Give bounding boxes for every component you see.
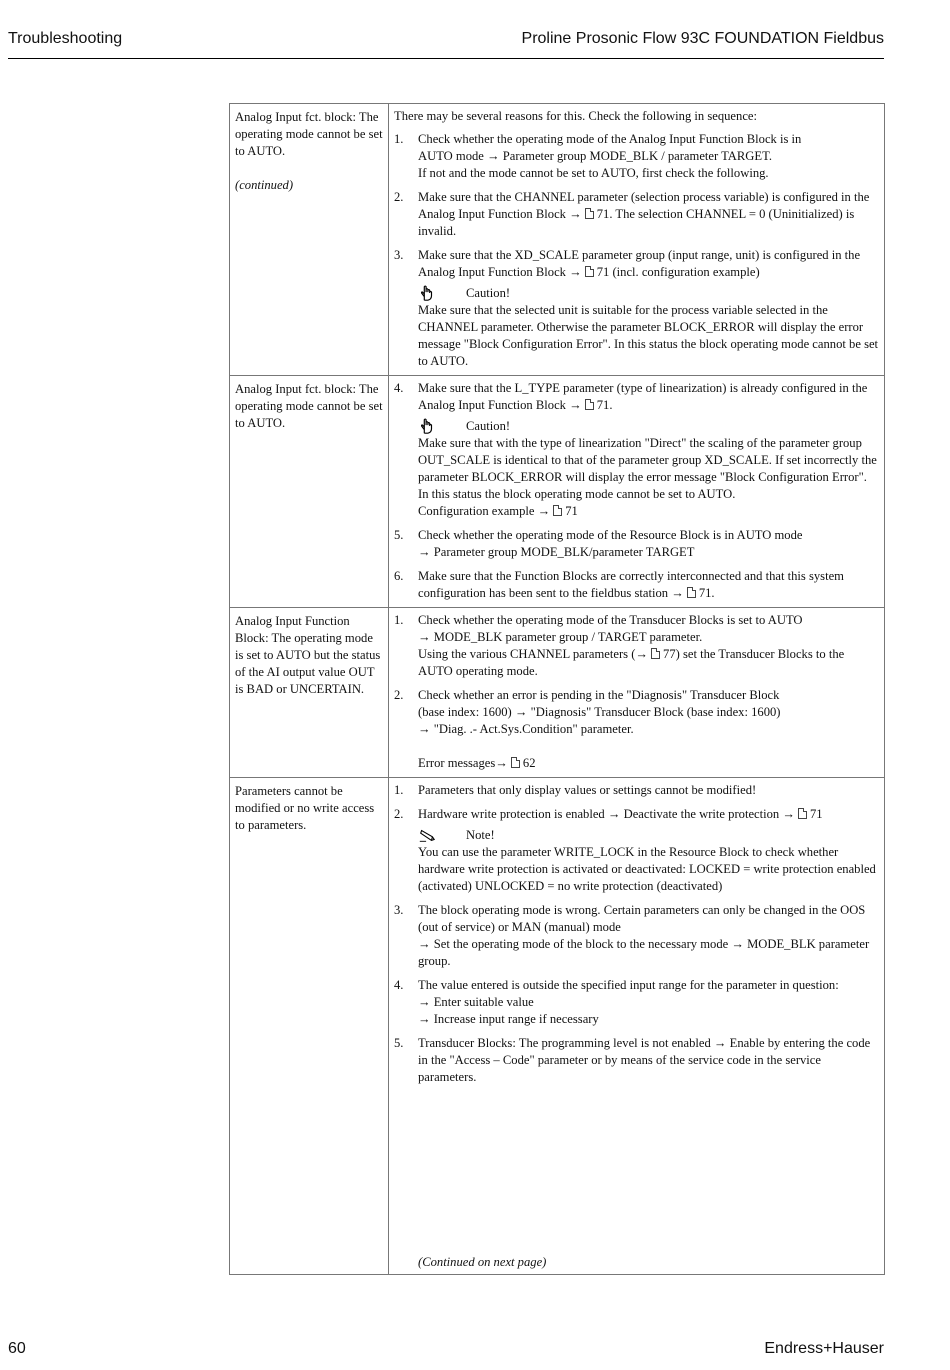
step-line: Check whether the operating mode of the Analog Input Function Block is in bbox=[418, 132, 802, 146]
step-text: Make sure that the CHANNEL parameter (selection process variable) is configured in the Analog Input Function Block → bbox=[418, 190, 870, 221]
caution-heading bbox=[418, 284, 879, 302]
step-text: Parameters that only display values or settings cannot be modified! bbox=[418, 783, 757, 797]
step-text: 71. The selection CHANNEL = 0 (Uninitialized) is invalid. bbox=[418, 207, 855, 238]
table-row bbox=[230, 104, 885, 376]
page-reference-icon bbox=[687, 587, 696, 598]
step-line: Check whether the operating mode of the Transducer Blocks is set to AUTO bbox=[418, 613, 803, 627]
problem-cell bbox=[230, 608, 389, 778]
step-line: (base index: 1600) → "Diagnosis" Transducer Block (base index: 1600) bbox=[418, 705, 781, 719]
error-messages-text: Error messages→ bbox=[418, 756, 508, 770]
step-item bbox=[394, 527, 879, 561]
note-text: You can use the parameter WRITE_LOCK in the Resource Block to check whether hardware write protection is activated or deactivated: LOCKED = write protection enabled (activated) UNLOCKED = no write protection (deactivated) bbox=[418, 845, 876, 893]
pencil-note-icon bbox=[418, 826, 436, 844]
step-line: If not and the mode cannot be set to AUTO, first check the following. bbox=[418, 166, 769, 180]
note-title: Note! bbox=[466, 827, 495, 842]
problem-text: Analog Input fct. block: The operating mode cannot be set to AUTO. bbox=[235, 382, 383, 430]
step-line: → "Diag. .- Act.Sys.Condition" parameter. bbox=[418, 722, 634, 736]
step-number: 1. bbox=[394, 132, 404, 146]
step-text: Make sure that the XD_SCALE parameter group (input range, unit) is configured in the Analog Input Function Block → bbox=[418, 248, 861, 279]
step-item bbox=[394, 612, 879, 680]
table-row bbox=[230, 608, 885, 778]
step-item bbox=[394, 568, 879, 602]
step-text: 71 bbox=[809, 807, 823, 821]
step-number: 2. bbox=[394, 688, 404, 702]
step-text: Hardware write protection is enabled → Deactivate the write protection → bbox=[418, 807, 795, 821]
table-row bbox=[230, 778, 885, 1275]
page-reference-icon bbox=[798, 808, 807, 819]
remedy-cell bbox=[389, 778, 885, 1275]
continued-label: (continued) bbox=[235, 178, 294, 192]
step-number: 1. bbox=[394, 613, 404, 627]
step-item bbox=[394, 902, 879, 970]
step-line: AUTO mode → Parameter group MODE_BLK / parameter TARGET. bbox=[418, 149, 772, 163]
step-line: Check whether an error is pending in the "Diagnosis" Transducer Block bbox=[418, 688, 780, 702]
step-line: Check whether the operating mode of the Resource Block is in AUTO mode bbox=[418, 528, 803, 542]
problem-cell bbox=[230, 104, 389, 376]
continued-next-page: (Continued on next page) bbox=[418, 1255, 547, 1269]
table-row bbox=[230, 376, 885, 608]
step-line: → MODE_BLK parameter group / TARGET parameter. bbox=[418, 630, 703, 644]
note-heading bbox=[418, 826, 879, 844]
config-text: 71 bbox=[565, 504, 578, 518]
step-number: 5. bbox=[394, 528, 404, 542]
brand-name: Endress+Hauser bbox=[764, 1340, 884, 1357]
hand-caution-icon bbox=[418, 417, 436, 435]
error-messages-text: 62 bbox=[522, 756, 536, 770]
step-item bbox=[394, 131, 879, 182]
step-item bbox=[394, 687, 879, 772]
problem-text: Analog Input fct. block: The operating mode cannot be set to AUTO. bbox=[235, 110, 383, 158]
step-text: Using the various CHANNEL parameters (→ bbox=[418, 647, 649, 661]
step-item bbox=[394, 806, 879, 895]
step-text: Transducer Blocks: The programming level is not enabled → Enable by entering the code in the "Access – Code" parameter or by means of the service code in the service parameters. bbox=[418, 1036, 871, 1084]
step-item bbox=[394, 380, 879, 520]
step-line: The block operating mode is wrong. Certain parameters can only be changed in the OOS (out of service) or MAN (manual) mode bbox=[418, 903, 866, 934]
page-reference-icon bbox=[511, 757, 520, 768]
step-text: Make sure that the Function Blocks are correctly interconnected and that this system configuration has been sent to the fieldbus station → bbox=[418, 569, 844, 600]
step-item bbox=[394, 977, 879, 1028]
step-number: 1. bbox=[394, 783, 404, 797]
header-section-title: Troubleshooting bbox=[8, 30, 123, 47]
step-number: 2. bbox=[394, 807, 404, 821]
step-number: 4. bbox=[394, 978, 404, 992]
step-number: 6. bbox=[394, 569, 404, 583]
step-text: 71. bbox=[596, 398, 613, 412]
step-line: → Set the operating mode of the block to the necessary mode → MODE_BLK parameter group. bbox=[418, 937, 870, 968]
caution-title: Caution! bbox=[466, 285, 511, 300]
remedy-cell bbox=[389, 608, 885, 778]
step-item bbox=[394, 782, 879, 799]
step-text: 71 (incl. configuration example) bbox=[596, 265, 760, 279]
header-document-title: Proline Prosonic Flow 93C FOUNDATION Fieldbus bbox=[521, 30, 884, 47]
page-reference-icon bbox=[585, 399, 594, 410]
step-line: The value entered is outside the specified input range for the parameter in question: bbox=[418, 978, 839, 992]
remedy-cell bbox=[389, 104, 885, 376]
step-text: 71. bbox=[698, 586, 715, 600]
step-text: 77) set the Transducer Blocks to the AUTO operating mode. bbox=[418, 647, 845, 678]
caution-title: Caution! bbox=[466, 418, 511, 433]
problem-cell bbox=[230, 376, 389, 608]
config-text: Configuration example → bbox=[418, 504, 551, 518]
caution-heading bbox=[418, 417, 879, 435]
step-number: 3. bbox=[394, 248, 404, 262]
page-reference-icon bbox=[585, 208, 594, 219]
step-number: 2. bbox=[394, 190, 404, 204]
caution-text: Make sure that the selected unit is suitable for the process variable selected in the CHANNEL parameter. Otherwise the parameter BLOCK_ERROR will display the error message "Block Configuration Error". In this status the block operating mode cannot be set to AUTO. bbox=[418, 303, 879, 368]
step-item bbox=[394, 189, 879, 240]
caution-text: Make sure that with the type of linearization "Direct" the scaling of the parameter group OUT_SCALE is identical to that of the parameter group XD_SCALE. If set incorrectly the parameter BLOCK_ERROR will display the error message "Block Configuration Error". In this status the block operating mode cannot be set to AUTO. bbox=[418, 436, 877, 501]
troubleshooting-table bbox=[229, 103, 885, 1275]
step-number: 4. bbox=[394, 381, 404, 395]
problem-text: Parameters cannot be modified or no write access to parameters. bbox=[235, 784, 375, 832]
intro-text: There may be several reasons for this. Check the following in sequence: bbox=[394, 109, 757, 123]
problem-cell bbox=[230, 778, 389, 1275]
header-rule bbox=[8, 58, 884, 59]
step-number: 5. bbox=[394, 1036, 404, 1050]
page-reference-icon bbox=[651, 648, 660, 659]
step-line: → Increase input range if necessary bbox=[418, 1012, 599, 1026]
step-line: → Enter suitable value bbox=[418, 995, 534, 1009]
page-reference-icon bbox=[553, 505, 562, 516]
page-number: 60 bbox=[8, 1340, 26, 1357]
step-item bbox=[394, 1035, 879, 1271]
step-number: 3. bbox=[394, 903, 404, 917]
step-text: Make sure that the L_TYPE parameter (type of linearization) is already configured in the Analog Input Function Block → bbox=[418, 381, 868, 412]
problem-text: Analog Input Function Block: The operating mode is set to AUTO but the status of the AI output value OUT is BAD or UNCERTAIN. bbox=[235, 614, 381, 696]
step-item bbox=[394, 247, 879, 370]
page-reference-icon bbox=[585, 266, 594, 277]
remedy-cell bbox=[389, 376, 885, 608]
step-line: → Parameter group MODE_BLK/parameter TARGET bbox=[418, 545, 695, 559]
hand-caution-icon bbox=[418, 284, 436, 302]
